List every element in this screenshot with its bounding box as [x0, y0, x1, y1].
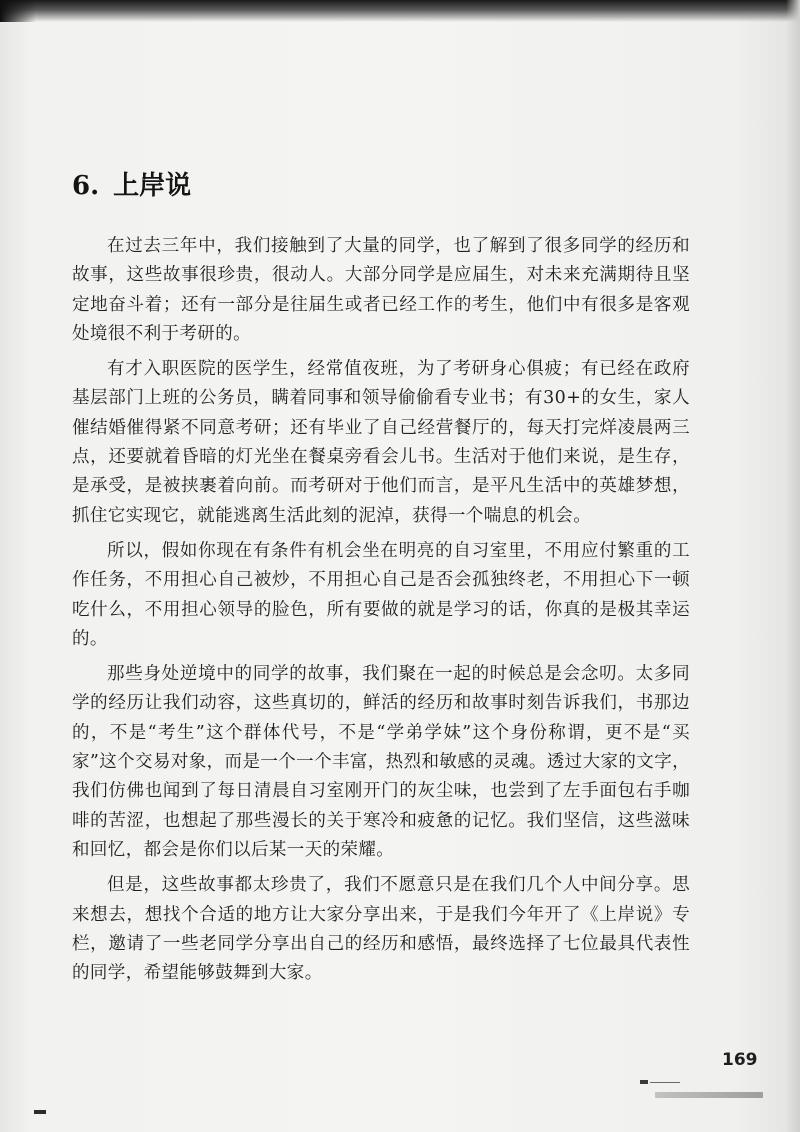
page-footer-bar — [655, 1092, 763, 1098]
section-title: 上岸说 — [113, 171, 192, 201]
section-heading — [72, 165, 690, 202]
body-paragraph: 所以，假如你现在有条件有机会坐在明亮的自习室里，不用应付繁重的工作任务，不用担心自己被炒，不用担心自己是否会孤独终老，不用担心下一顿吃什么，不用担心领导的脸色，所有要做的就是学习的话，你真的是极其幸运的。 — [72, 540, 690, 649]
body-paragraph: 但是，这些故事都太珍贵了，我们不愿意只是在我们几个人中间分享。思来想去，想找个合适的地方让大家分享出来，于是我们今年开了《上岸说》专栏，邀请了一些老同学分享出自己的经历和感悟，最终选择了七位最具代表性的同学，希望能够鼓舞到大家。 — [72, 875, 690, 984]
page-marker-decoration — [640, 1080, 680, 1084]
page-content — [72, 165, 690, 994]
body-paragraph: 在过去三年中，我们接触到了大量的同学，也了解到了很多同学的经历和故事，这些故事很珍贵，很动人。大部分同学是应届生，对未来充满期待且坚定地奋斗着；还有一部分是往届生或者已经工作的考生，他们中有很多是客观处境很不利于考研的。 — [72, 236, 690, 344]
page-marker-line — [650, 1082, 680, 1083]
page-marker-dot — [640, 1080, 648, 1084]
page-number: 169 — [722, 1050, 758, 1070]
page-edge-shadow — [786, 0, 800, 1132]
corner-mark — [34, 1110, 46, 1114]
section-number: 6. — [72, 171, 100, 201]
body-paragraph: 有才入职医院的医学生，经常值夜班，为了考研身心俱疲；有已经在政府基层部门上班的公务员，瞒着同事和领导偷偷看专业书；有30+的女生，家人催结婚催得紧不同意考研；还有毕业了自己经营餐厅的，每天打完烊凌晨两三点，还要就着昏暗的灯光坐在餐桌旁看会儿书。生活对于他们来说，是生存，是承受，是被挟裹着向前。而考研对于他们而言，是平凡生活中的英雄梦想，抓住它实现它，就能逃离生活此刻的泥淖，获得一个喘息的机会。 — [72, 359, 690, 526]
body-paragraph: 那些身处逆境中的同学的故事，我们聚在一起的时候总是会念叨。太多同学的经历让我们动容，这些真切的，鲜活的经历和故事时刻告诉我们，书那边的，不是“考生”这个群体代号，不是“学弟学妹”这个身份称谓，更不是“买家”这个交易对象，而是一个一个丰富，热烈和敏感的灵魂。透过大家的文字，我们仿佛也闻到了每日清晨自习室刚开门的灰尘味，也尝到了左手面包右手咖啡的苦涩，也想起了那些漫长的关于寒冷和疲惫的记忆。我们坚信，这些滋味和回忆，都会是你们以后某一天的荣耀。 — [72, 664, 690, 860]
scan-top-shadow — [0, 0, 800, 22]
